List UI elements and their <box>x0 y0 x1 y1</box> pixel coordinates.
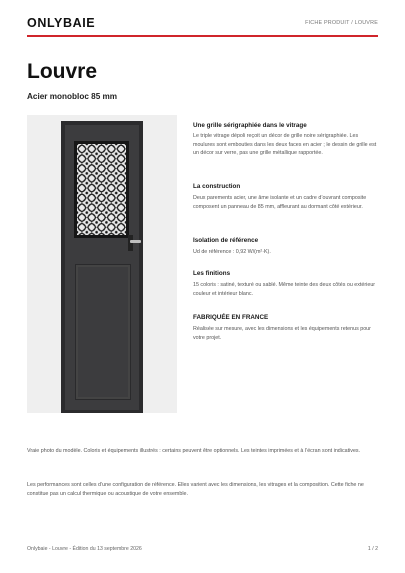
handle-plate <box>128 235 133 251</box>
breadcrumb: FICHE PRODUIT / LOUVRE <box>305 20 378 26</box>
page-subtitle: Acier monobloc 85 mm <box>27 92 118 101</box>
footer-edition: Onlybaie - Louvre - Édition du 13 septembre 2026 <box>27 546 142 552</box>
section-text-grille: Le triple vitrage dépoli reçoit un décor de grille noire sérigraphiée. Les moulures sont embouties dans les deux faces en acier ; le dessin de grille est un décor sur verre, pas une grille métallique rapportée. <box>193 133 377 157</box>
door-handle <box>130 240 141 243</box>
product-photo <box>27 115 177 413</box>
section-text-construction: Deux parements acier, une âme isolante et un cadre d’ouvrant composite composent un panneau de 85 mm, affleurant au dormant côté extérieur. <box>193 195 367 210</box>
section-heading-finitions: Les finitions <box>193 270 231 277</box>
section-heading-france: FABRIQUÉE EN FRANCE <box>193 314 269 321</box>
section-text-finitions: 15 coloris : satiné, texturé ou sablé. Même teinte des deux côtés ou extérieur couleur et intérieur blanc. <box>193 282 376 297</box>
section-heading-isolation: Isolation de référence <box>193 237 259 244</box>
page-number: 1 / 2 <box>367 546 378 552</box>
section-text-france: Réalisée sur mesure, avec les dimensions et les équipements retenus pour votre projet. <box>193 326 371 341</box>
door-leaf <box>65 125 139 410</box>
page-title: Louvre <box>27 60 98 83</box>
grille-glazing <box>74 141 129 238</box>
section-text-isolation: Ud de référence : 0,92 W/(m²·K). <box>193 249 271 255</box>
section-heading-grille: Une grille sérigraphiée dans le vitrage <box>193 122 307 129</box>
lower-panel-moulding <box>75 264 131 400</box>
header-divider <box>27 35 378 37</box>
section-heading-construction: La construction <box>193 183 241 190</box>
photo-disclaimer: Vraie photo du modèle. Coloris et équipements illustrés : certains peuvent être optionnels. Les teintes imprimées et à l’écran sont indicatives. <box>27 448 361 454</box>
performance-disclaimer: Les performances sont celles d’une configuration de référence. Elles varient avec les dimensions, les vitrages et la composition. Cette fiche ne constitue pas un calcul thermique ou acoustique de votre ensemble. <box>27 482 364 497</box>
grille-pattern <box>77 144 126 235</box>
brand-logo: ONLYBAIE <box>27 16 96 30</box>
